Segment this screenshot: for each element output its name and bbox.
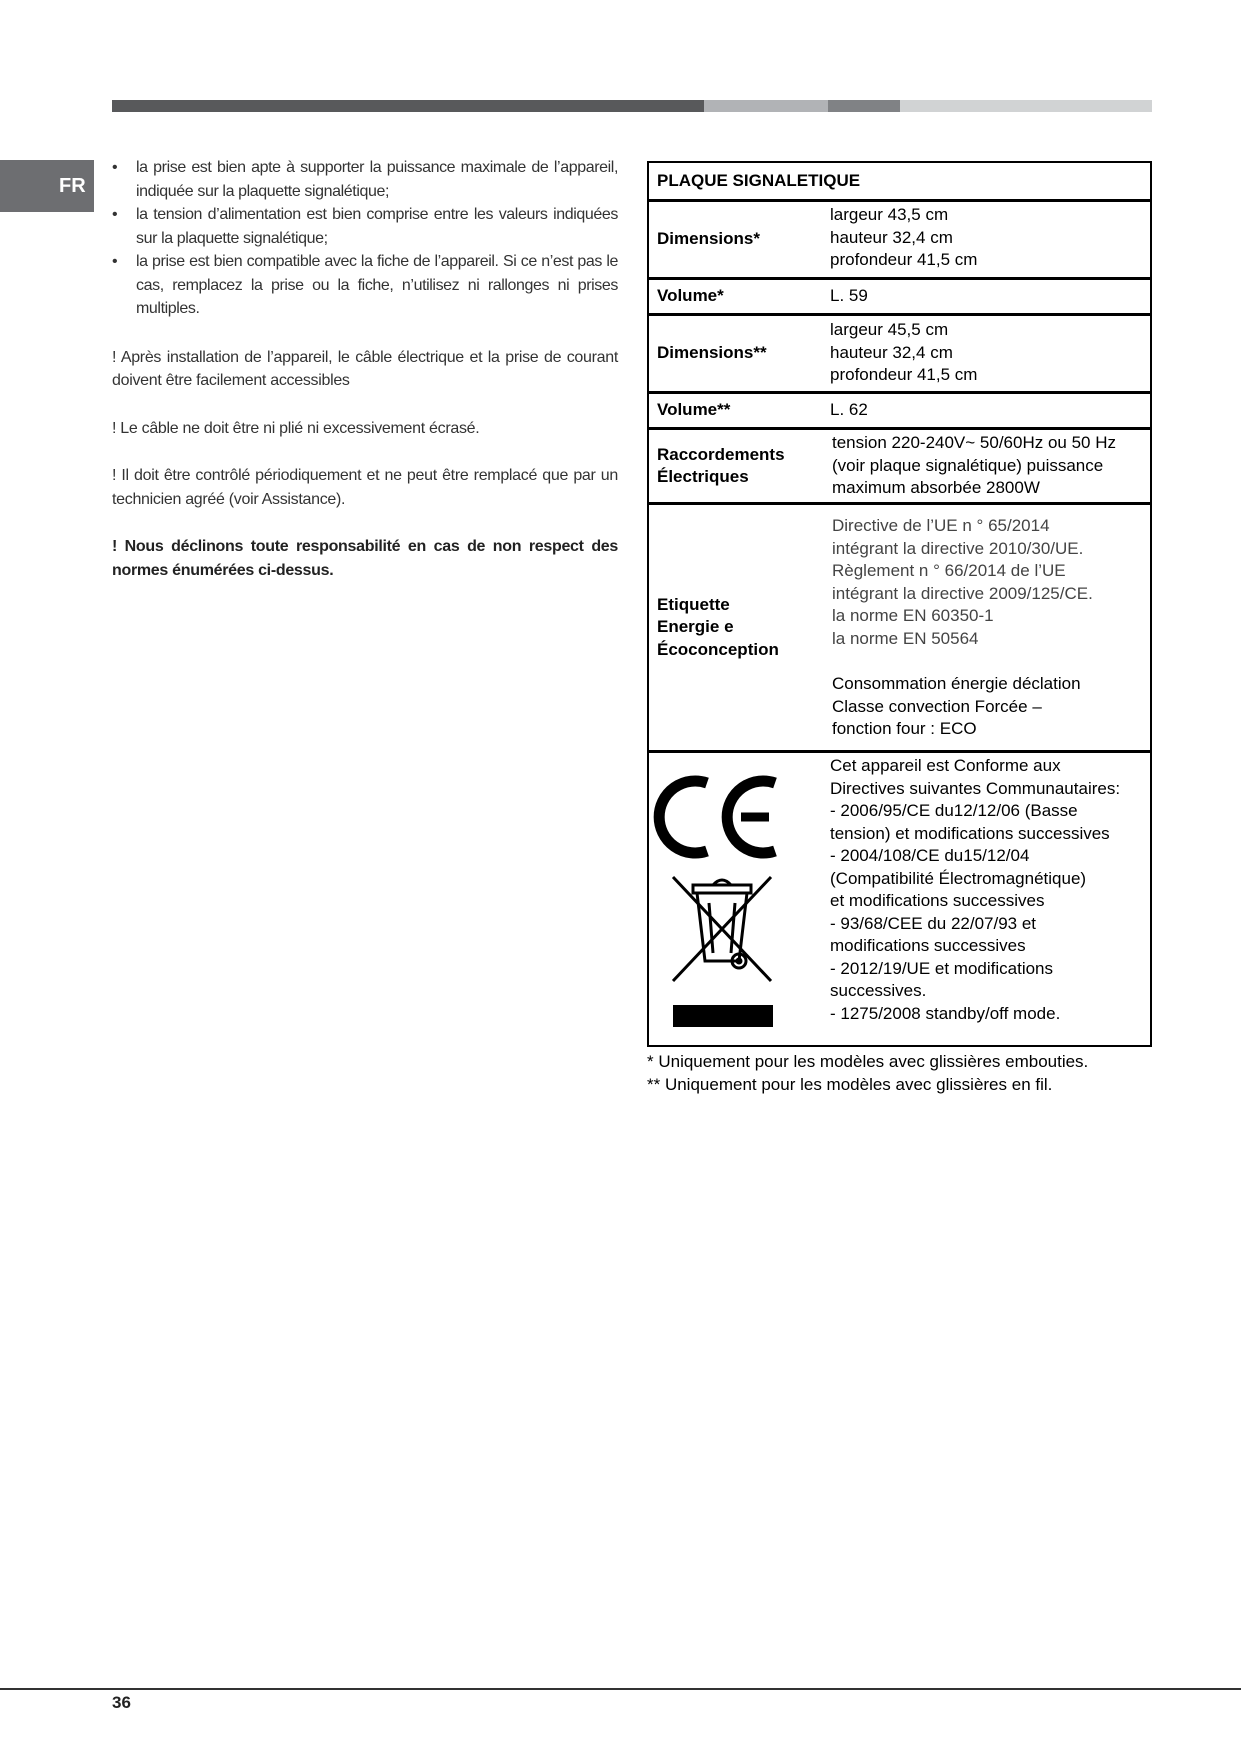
language-tab: FR — [0, 160, 94, 212]
row-value: largeur 43,5 cm hauteur 32,4 cm profondeur 41,5 cm — [830, 205, 978, 269]
list-item: • la prise est bien compatible avec la fiche de l’appareil. Si ce n’est pas le cas, remplacez la prise ou la fiche, n’utilisez ni rallonges ni prises multiples. — [112, 250, 618, 321]
header-bar-segment — [900, 100, 1152, 112]
bullet-icon: • — [112, 253, 118, 270]
bullet-icon: • — [112, 159, 118, 176]
weee-bar — [673, 1005, 773, 1027]
row-value: tension 220-240V~ 50/60Hz ou 50 Hz (voir plaque signalétique) puissance maximum absorbée 2800W — [832, 433, 1117, 497]
bullet-icon: • — [112, 206, 118, 223]
row-value: L. 59 — [830, 286, 868, 306]
table-row — [649, 750, 1150, 1045]
footnotes — [647, 1050, 1167, 1096]
header-bar-segment — [828, 100, 900, 112]
table-row — [649, 313, 1150, 391]
header-bar-segment — [704, 100, 828, 112]
plate-title: PLAQUE SIGNALETIQUE — [657, 170, 861, 190]
list-item: • la prise est bien apte à supporter la puissance maximale de l’appareil, indiquée sur la plaquette signalétique; — [112, 156, 618, 203]
warning-accessibility: ! Après installation de l’appareil, le câble électrique et la prise de courant doivent être facilement accessibles — [112, 348, 618, 389]
row-value: largeur 45,5 cm hauteur 32,4 cm profondeur 41,5 cm — [830, 320, 978, 384]
warning-cable-bend: ! Le câble ne doit être ni plié ni excessivement écrasé. — [112, 419, 480, 437]
row-label: Dimensions** — [657, 343, 767, 363]
header-color-bar — [112, 100, 1152, 112]
footnote: ** Uniquement pour les modèles avec glissières en fil. — [647, 1075, 1053, 1094]
row-label: Raccordements Électriques — [657, 444, 785, 486]
row-label: Etiquette Energie e Écoconception — [657, 594, 779, 659]
header-bar-segment — [112, 100, 704, 112]
checklist — [112, 156, 618, 321]
table-row — [649, 391, 1150, 427]
table-row — [649, 277, 1150, 313]
installation-text-column — [112, 156, 618, 582]
footer-rule — [0, 1688, 1241, 1690]
table-row — [649, 502, 1150, 750]
row-value: Directive de l’UE n ° 65/2014 intégrant la directive 2010/30/UE. Règlement n ° 66/2014 de l’UE intégrant la directive 2009/125/CE. la norme EN 60350-1 la norme EN 50564 Consommation énergie déclation Classe convection Forcée – fonction four : ECO — [832, 516, 1093, 738]
compliance-logos — [649, 753, 822, 1045]
rating-plate-table — [647, 161, 1152, 1047]
table-row — [649, 163, 1150, 199]
list-item: • la tension d’alimentation est bien comprise entre les valeurs indiquées sur la plaquette signalétique; — [112, 203, 618, 250]
crossed-bin-icon — [673, 877, 771, 981]
row-label: Dimensions* — [657, 229, 760, 249]
row-label: Volume** — [657, 400, 731, 420]
row-value: Cet appareil est Conforme aux Directives suivantes Communautaires: - 2006/95/CE du12/12/06 (Basse tension) et modifications successives - 2004/108/CE du15/12/04 (Compatibilité Électromagnétique) et modifications successives - 93/68/CEE du 22/07/93 et modifications successives - 2012/19/UE et modifications successives. - 1275/2008 standby/off mode. — [830, 756, 1121, 1023]
ce-weee-logos — [649, 753, 822, 1045]
ce-mark-icon — [659, 781, 775, 853]
page-number: 36 — [112, 1693, 131, 1712]
row-value: L. 62 — [830, 400, 868, 420]
warning-liability: ! Nous déclinons toute responsabilité en cas de non respect des normes énumérées ci-dessus. — [112, 538, 618, 579]
warning-cable-check: ! Il doit être contrôlé périodiquement et ne peut être remplacé que par un technicien agréé (voir Assistance). — [112, 467, 618, 508]
table-row — [649, 427, 1150, 502]
footnote: * Uniquement pour les modèles avec glissières embouties. — [647, 1052, 1089, 1071]
row-label: Volume* — [657, 286, 724, 306]
table-row — [649, 199, 1150, 277]
